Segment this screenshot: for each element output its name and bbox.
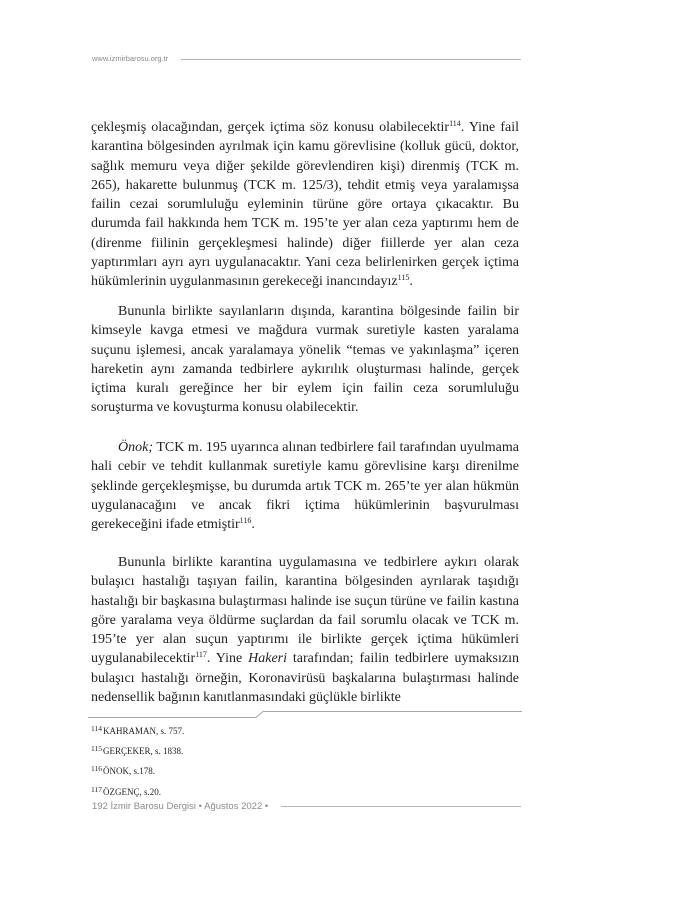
text-run: tarafından; failin tedbirlere uymaksızın bulaşıcı hastalığı örneğin, Koronavirüsü başkalarına bulaştırması halinde nedensellik bağının kanıtlanmasındaki güçlükle birlikte xyxy=(91,651,519,706)
footnote-divider xyxy=(88,711,522,719)
footnote-ref: 116 xyxy=(239,516,252,526)
paragraph-3 xyxy=(91,438,519,534)
separator-bullet: • xyxy=(198,801,202,812)
text-run: Bununla birlikte karantina uygulamasına ve tedbirlere aykırı olarak bulaşıcı hastalığı taşıyan failin, karantina bölgesinden ayrılarak taşıdığı hastalığı bir başkasına bulaştırması halinde ise suçun türüne ve failin kastına göre yaralama veya öldürme suçlardan da fail sorumlu olacak ve TCK m. 195’te yer alan suçun yaptırımı ile birlikte gerçek içtima hükümleri uygulanabilecektir xyxy=(91,555,519,667)
text-run: . xyxy=(251,517,255,533)
footnote-117 xyxy=(91,786,511,798)
footer-rule xyxy=(281,806,521,807)
paragraph-4 xyxy=(91,553,519,707)
footnote-number: 115 xyxy=(91,744,102,754)
page-number: 192 xyxy=(92,801,108,812)
text-run: TCK m. 195 uyarınca alınan tedbirlere fail tarafından uyulmama hali cebir ve tehdit kullanmak suretiyle kamu görevlisine karşı direnilme şeklinde gerçekleşmişse, bu durumda artık TCK m. 265’te yer alan hükmün uygulanacağını ve ancak fikri içtima hükümlerinin başvurulması gerekeceğini ifade etmiştir xyxy=(91,440,519,533)
issue-date: Ağustos 2022 xyxy=(204,801,263,812)
paragraph-1 xyxy=(91,118,519,292)
footnote-116 xyxy=(91,765,511,777)
paragraph-2 xyxy=(91,302,519,418)
footnote-ref: 117 xyxy=(195,650,207,660)
footnote-text: ÖZGENÇ, s.20. xyxy=(102,786,161,797)
footnote-ref: 114 xyxy=(449,119,461,128)
author-name: Hakeri xyxy=(248,651,288,667)
text-run: Bununla birlikte sayılanların dışında, karantina bölgesinde failin bir kimseyle kavga etmesi ve mağdura vurmak suretiyle kasten yaralama suçunu işlemesi, ancak yaralamaya yönelik “temas ve yakınlaşma” içeren hareketin aynı zamanda tedbirlere aykırılık oluşturması halinde, gerçek içtima kuralı gereğince her bir eylem için failin ceza sorumluluğu soruşturma ve kovuşturma konusu olabilecektir. xyxy=(91,304,519,416)
header-url: www.izmirbarosu.org.tr xyxy=(92,54,169,63)
separator-bullet: • xyxy=(264,801,269,812)
footnote-text: KAHRAMAN, s. 757. xyxy=(102,726,185,736)
journal-name: İzmir Barosu Dergisi xyxy=(110,801,197,812)
footnotes xyxy=(91,725,511,806)
footnote-text: GERÇEKER, s. 1838. xyxy=(102,746,184,757)
page-footer xyxy=(92,801,268,812)
footnote-number: 114 xyxy=(91,724,102,733)
footnote-number: 117 xyxy=(91,784,102,794)
footnote-text: ÖNOK, s.178. xyxy=(102,766,155,777)
text-run: . Yine fail karantina bölgesinden ayrılmak için kamu görevlisine (kolluk gücü, doktor, sağlık memuru veya diğer şekilde görevlendiren kişi) direnmiş (TCK m. 265), hakarette bulunmuş (TCK m. 125/3), tehdit etmiş veya yaralamışsa failin cezai sorumluluğu eyleminin türüne göre ortaya çıkacaktır. Bu durumda fail hakkında hem TCK m. 195’te yer alan ceza yaptırımı hem de (direnme fiilinin gerçekleşmesi halinde) diğer fiillerde yer alan ceza yaptırımları ayrı ayrı uygulanacaktır. Yani ceza belirlenirken gerçek içtima hükümlerinin uygulanmasının gerekeceği inancındayız xyxy=(91,120,519,290)
footnote-number: 116 xyxy=(91,764,102,774)
footnote-115 xyxy=(91,745,511,757)
author-name: Önok; xyxy=(118,440,153,455)
footnote-ref: 115 xyxy=(397,273,410,283)
text-run: çekleşmiş olacağından, gerçek içtima söz konusu olabilecektir xyxy=(91,120,450,135)
text-run: . xyxy=(409,274,413,290)
header-rule xyxy=(181,59,521,60)
footnote-114 xyxy=(91,725,511,737)
text-run: . Yine xyxy=(206,651,249,667)
